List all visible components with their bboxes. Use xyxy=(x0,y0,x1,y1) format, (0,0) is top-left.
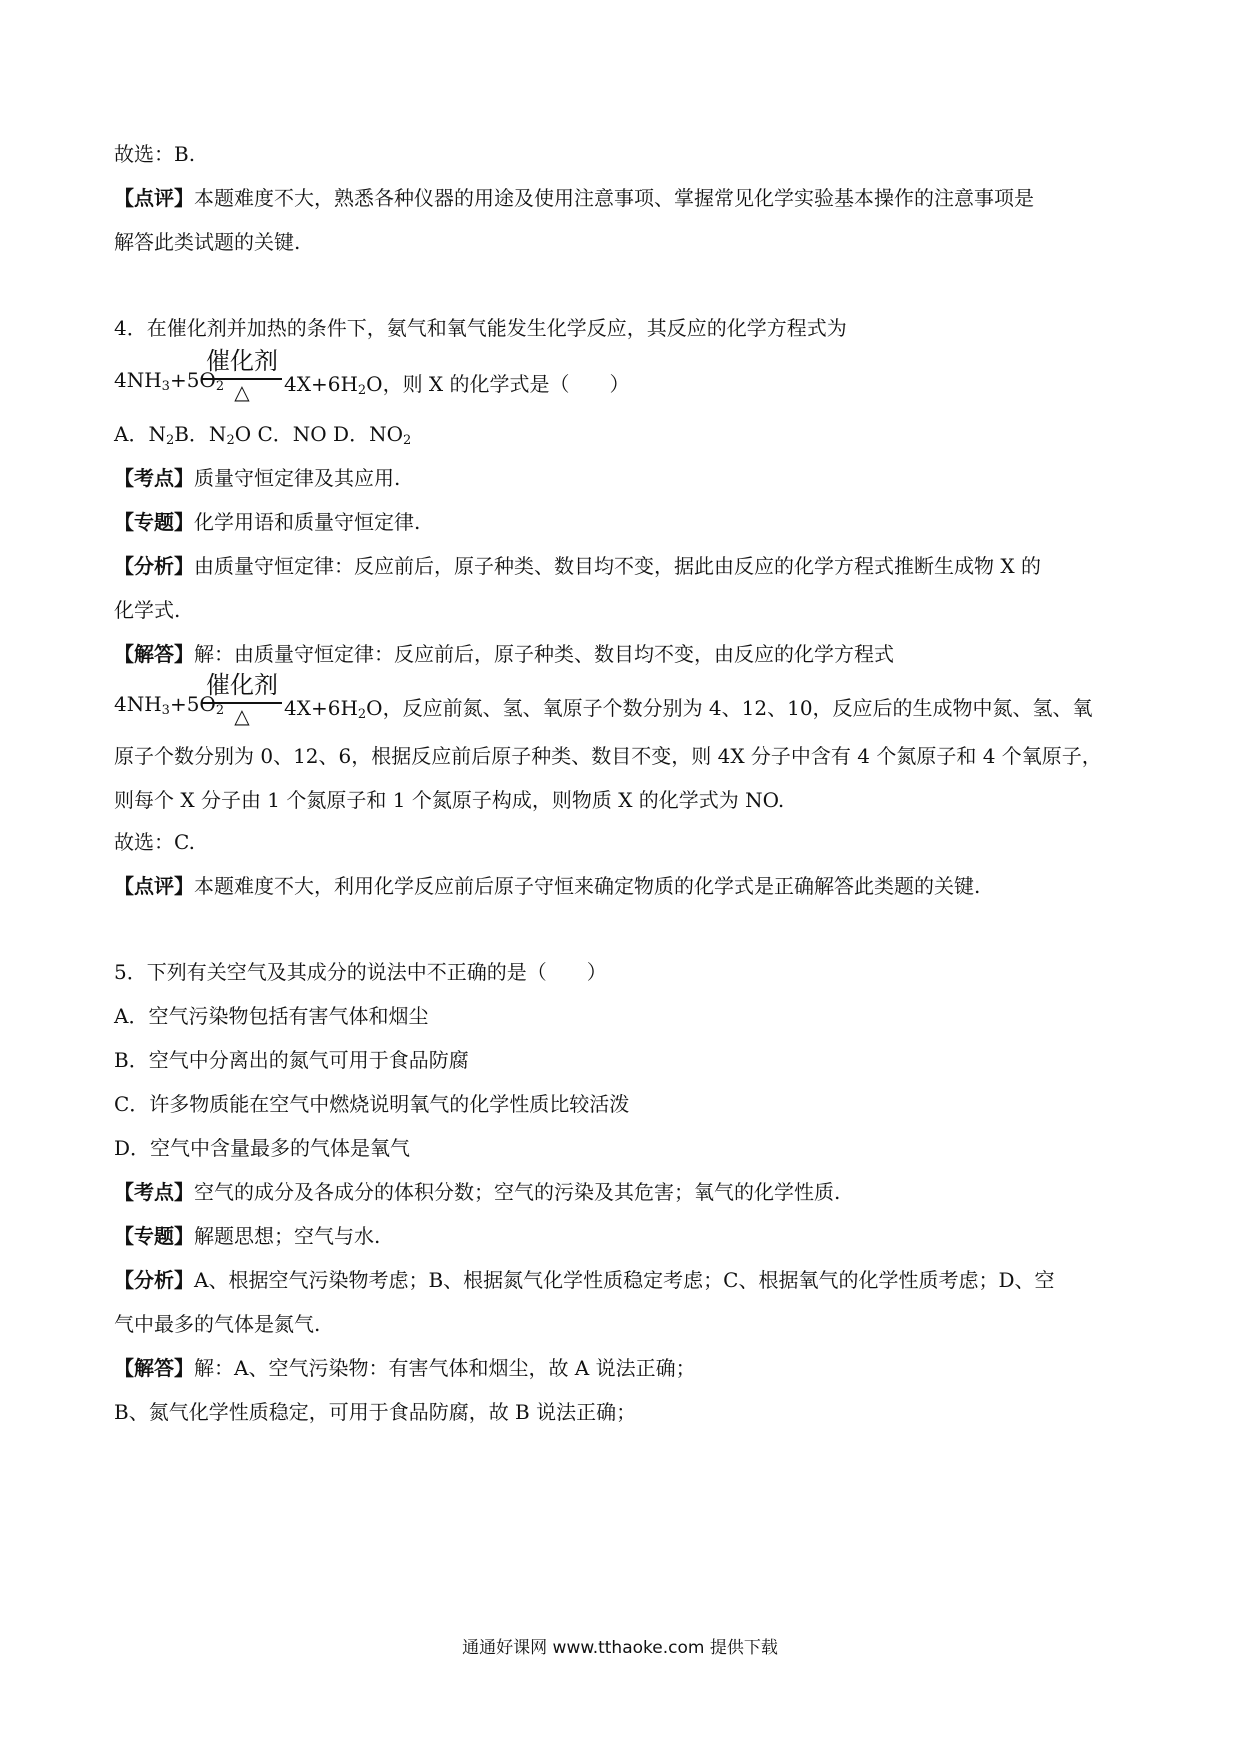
knowledge-point-q5: 【考点】空气的成分及各成分的体积分数；空气的污染及其危害；氧气的化学性质. xyxy=(114,1180,841,1204)
answer-choice-q3: 故选：B. xyxy=(114,142,196,166)
knowledge-point-q4: 【考点】质量守恒定律及其应用. xyxy=(114,466,401,490)
solution-q4-line4: 则每个 X 分子由 1 个氮原子和 1 个氮原子构成，则物质 X 的化学式为 NO. xyxy=(114,788,785,812)
analysis-q5: 【分析】A、根据空气污染物考虑；B、根据氮气化学性质稳定考虑；C、根据氧气的化学性质考虑；D、空 xyxy=(114,1268,1055,1292)
answer-choice-q4: 故选：C. xyxy=(114,830,195,854)
catalyst-label: 催化剂 xyxy=(206,347,278,375)
equation-products: $4X+6H_2O$，则 X 的化学式是（ ） xyxy=(284,372,630,398)
heat-symbol-2: △ xyxy=(234,704,250,728)
option-5a: A．空气污染物包括有害气体和烟尘 xyxy=(114,1004,429,1028)
catalyst-label-2: 催化剂 xyxy=(206,671,278,699)
comment-tag: 【点评】 xyxy=(114,186,194,210)
equation-q4 xyxy=(114,346,814,406)
comment-q3-cont: 解答此类试题的关键. xyxy=(114,230,301,254)
heat-symbol: △ xyxy=(234,380,250,404)
equation-products-2: $4X+6H_2O$，反应前氮、氢、氧原子个数分别为 4、12、10，反应后的生成物中氮、氢、氧 xyxy=(284,696,1093,722)
reaction-arrow xyxy=(202,346,282,406)
page-footer: 通通好课网 www.tthaoke.com 提供下载 xyxy=(462,1638,778,1658)
analysis-q4-cont: 化学式. xyxy=(114,598,181,622)
solution-q4: 【解答】解：由质量守恒定律：反应前后，原子种类、数目均不变，由反应的化学方程式 xyxy=(114,642,894,666)
options-q4: A．$N_2B$．$N_2O$ C．NO D．$NO_2$ xyxy=(114,422,412,448)
equation-reactants: $4NH_3+5O_2$ xyxy=(114,368,225,394)
solution-q5: 【解答】解：A、空气污染物：有害气体和烟尘，故 A 说法正确； xyxy=(114,1356,696,1380)
analysis-q4: 【分析】由质量守恒定律：反应前后，原子种类、数目均不变，据此由反应的化学方程式推断生成物 X 的 xyxy=(114,554,1041,578)
question-5: 5．下列有关空气及其成分的说法中不正确的是（ ） xyxy=(114,960,607,984)
topic-q4: 【专题】化学用语和质量守恒定律. xyxy=(114,510,421,534)
comment-q3 xyxy=(114,184,1134,212)
topic-q5: 【专题】解题思想；空气与水. xyxy=(114,1224,381,1248)
option-5d: D．空气中含量最多的气体是氧气 xyxy=(114,1136,411,1160)
solution-q4-line3: 原子个数分别为 0、12、6，根据反应前后原子种类、数目不变，则 4X 分子中含有 4 个氮原子和 4 个氧原子， xyxy=(114,744,1102,768)
equation-solution-q4 xyxy=(114,670,1134,730)
question-4: 4．在催化剂并加热的条件下，氨气和氧气能发生化学反应，其反应的化学方程式为 xyxy=(114,316,847,340)
analysis-q5-cont: 气中最多的气体是氮气. xyxy=(114,1312,321,1336)
reaction-arrow-2 xyxy=(202,670,282,730)
comment-q4: 【点评】本题难度不大，利用化学反应前后原子守恒来确定物质的化学式是正确解答此类题的关键. xyxy=(114,874,981,898)
solution-q5-cont: B、氮气化学性质稳定，可用于食品防腐，故 B 说法正确； xyxy=(114,1400,637,1424)
comment-text: 本题难度不大，熟悉各种仪器的用途及使用注意事项、掌握常见化学实验基本操作的注意事项是 xyxy=(194,186,1034,210)
option-5b: B．空气中分离出的氮气可用于食品防腐 xyxy=(114,1048,469,1072)
option-5c: C．许多物质能在空气中燃烧说明氧气的化学性质比较活泼 xyxy=(114,1092,630,1116)
equation-reactants-2: $4NH_3+5O_2$ xyxy=(114,692,225,718)
